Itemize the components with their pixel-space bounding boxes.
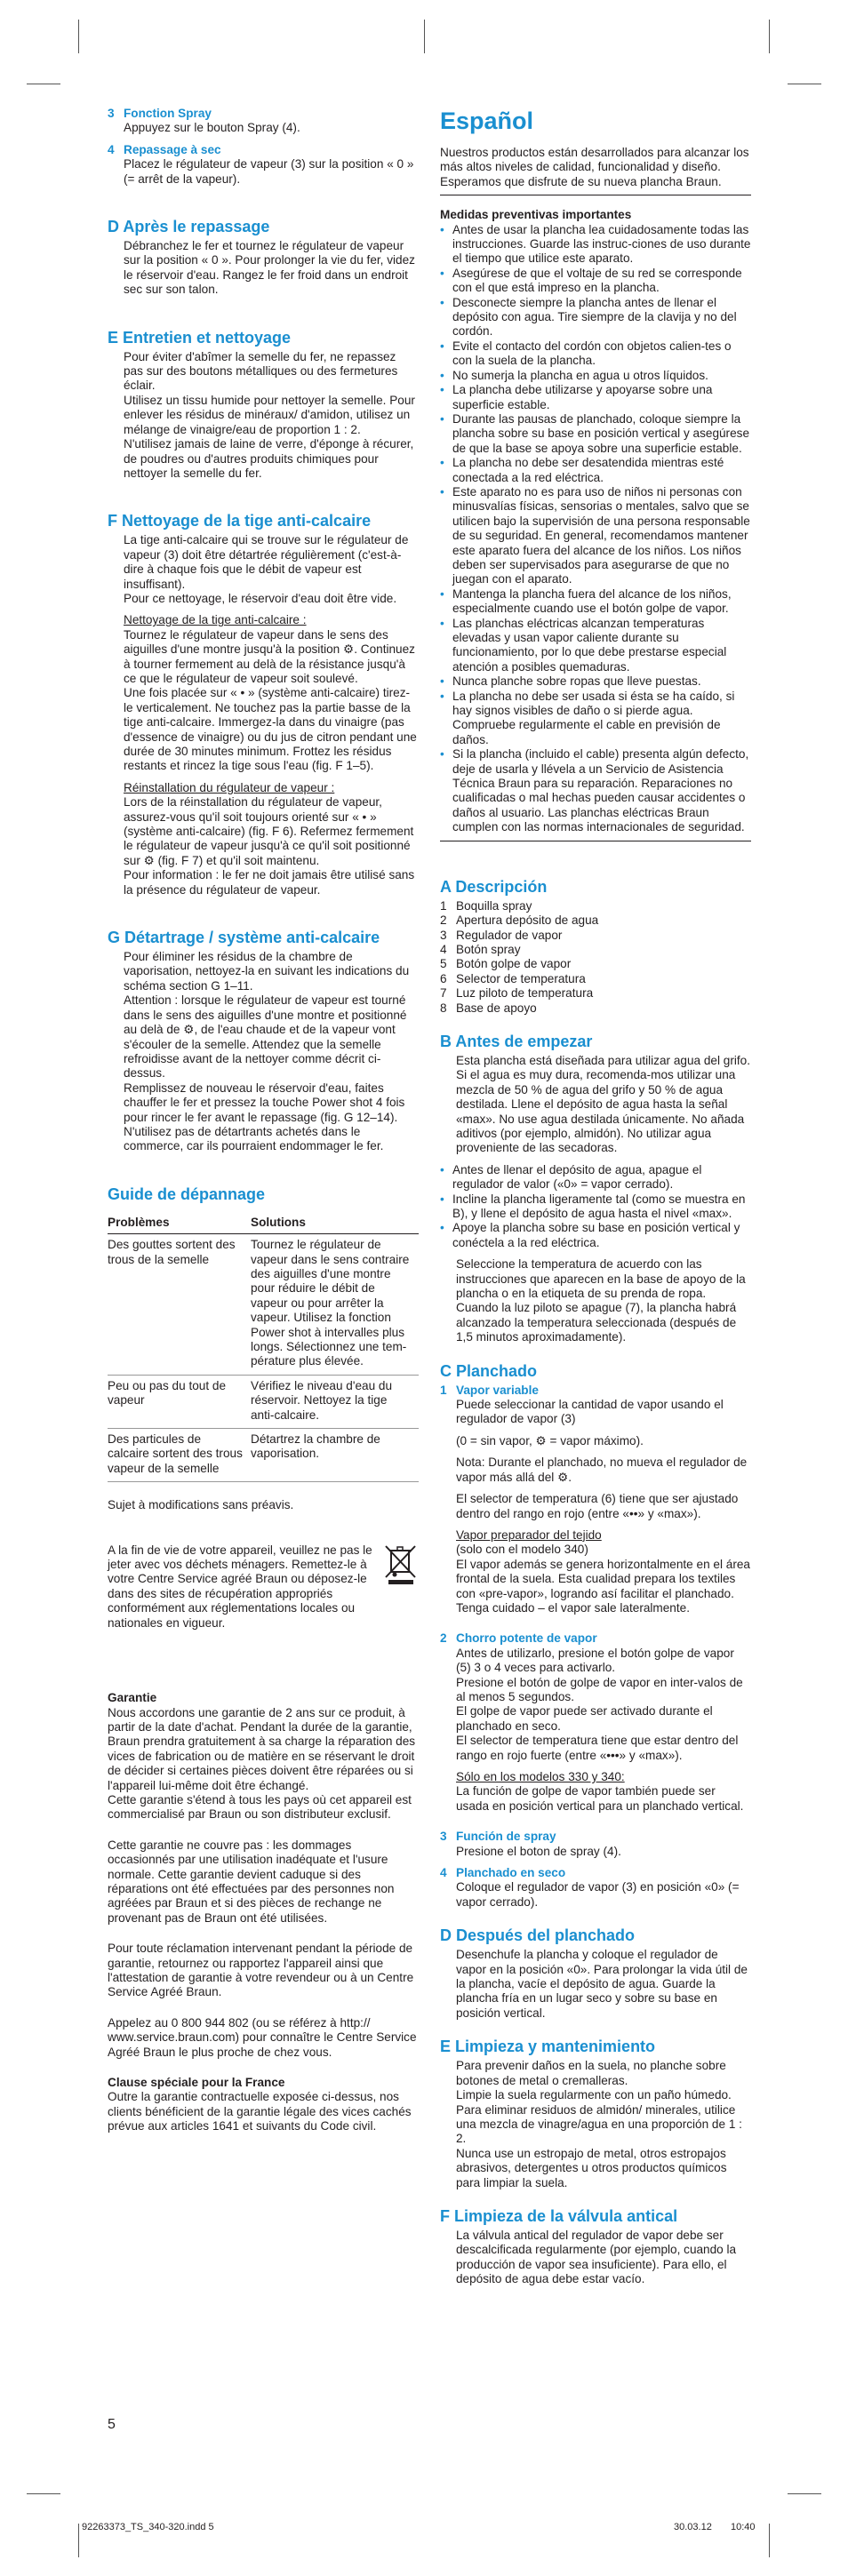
paragraph: N'utilisez pas de détartrants achetés dans le commerce, car ils pourraient endommager le fer. [124,1124,384,1153]
steam-shot-title: Chorro potente de vapor [456,1631,597,1646]
list-item: 6 Selector de temperatura [440,971,586,985]
subheading: Réinstallation du régulateur de vapeur : [124,780,335,794]
list-item: 7 Luz piloto de temperatura [440,986,594,1001]
dry-ironing-title: Planchado en seco [456,1866,566,1880]
table-cell: Des gouttes sortent des trous de la semelle [108,1234,251,1376]
section-e-title: E Entretien et nettoyage [108,328,292,347]
paragraph: Une fois placée sur « • » (système anti-calcaire) tirez-le verticalement. Ne touchez pas la partie basse de la tige anti-calcaire. Immergez-la dans du vinaigre (pas d'essence de vinaigre) ou du jus de citron pendant une durée de 30 minutes minimum. Frottez les résidus restants et rincez la tige sous l'eau (fig. F 1–5). [124,686,417,773]
table-row [108,1234,419,1376]
paragraph: Appuyez sur le bouton Spray (4). [124,121,300,135]
paragraph: Presione el botón de golpe de vapor en inter-valos de al menos 5 segundos. [456,1675,743,1703]
paragraph: Appelez au 0 800 944 802 (ou se référez à http:// www.service.braun.com) pour connaître le Centre Service Agréé Braun le plus proche de chez vous. [108,2015,417,2059]
list-item: • Durante las pausas de planchado, coloque siempre la plancha sobre su base en posición vertical y asegúrese de que la base se apoya sobre una superficie estable. [440,412,751,456]
list-item: • Evite el contacto del cordón con objetos calien-tes o con la suela de la plancha. [440,339,751,369]
dry-ironing-title: Repassage à sec [124,142,221,156]
paragraph: Cette garantie ne couvre pas : les dommages occasionnés par une utilisation inadéquate et l'usure normale. Cette garantie devient caduque si des réparations ont été effectuées par des personnes non agréées par Braun et si des pièces de rechange ne provenant pas de Braun ont été utilisées. [108,1838,395,1925]
list-item: • Incline la plancha ligeramente tal (como se muestra en B), y llene el depósito de agua hasta el nivel «max». [440,1192,751,1222]
table-cell: Des particules de calcaire sortent des trous vapeur de la semelle [108,1429,251,1482]
paragraph: Débranchez le fer et tournez le régulateur de vapeur sur la position « 0 ». Pour prolonger la vie du fer, videz le réservoir d'eau. Rangez le fer froid dans un endroit sec sur son talon. [124,239,415,297]
section-a-title: A Descripción [440,877,548,896]
paragraph: El golpe de vapor puede ser activado durante el planchado en seco. [456,1704,713,1733]
paragraph: Cette garantie s'étend à tous les pays où cet appareil est commercialisé par Braun ou son distributeur exclusif. [108,1792,412,1822]
list-item: • Desconecte siempre la plancha antes de llenar el depósito con agua. Tire siempre de la clavija y no del cordón. [440,296,751,339]
safety-title: Medidas preventivas importantes [440,208,632,222]
paragraph: Antes de utilizarlo, presione el botón golpe de vapor (5) 3 o 4 veces para activarlo. [456,1646,734,1675]
section-f-title: F Limpieza de la válvula antical [440,2206,678,2225]
variable-steam-title: Vapor variable [456,1383,539,1397]
spray-function-title: Fonction Spray [124,107,212,120]
section-heading: 4 Planchado en seco [440,1866,566,1880]
paragraph: Pour ce nettoyage, le réservoir d'eau doit être vide. [124,591,397,605]
list-item: 2 Apertura depósito de agua [440,913,599,928]
paragraph: Outre la garantie contractuelle exposée ci-dessus, nos clients bénéficient de la garantie légale des vices cachés prévue aux articles 1641 et suivants du Code civil. [108,2090,412,2133]
paragraph: Pour éviter d'abîmer la semelle du fer, ne repassez pas sur des boutons métalliques ou des fermetures éclair. [124,349,398,393]
crop-mark [424,20,425,53]
section-heading: 1 Vapor variable [440,1383,539,1397]
paragraph: Nota: Durante el planchado, no mueva el regulador de vapor más allá del ⚙. [456,1455,748,1484]
language-title: Español [440,108,534,134]
spray-function-title: Función de spray [456,1830,556,1844]
table-cell: Vérifiez le niveau d'eau du réservoir. Nettoyez la tige anti-calcaire. [251,1375,419,1428]
right-column [440,107,751,2287]
crop-mark [769,2524,770,2557]
paragraph: La función de golpe de vapor también puede ser usada en posición vertical para un planchado vertical. [456,1784,744,1813]
paragraph: El selector de temperatura tiene que estar dentro del rango en rojo fuerte (entre «•••» y «max»). [456,1734,739,1762]
table-cell: Peu ou pas du tout de vapeur [108,1375,251,1428]
list-item: 3 Regulador de vapor [440,928,563,942]
paragraph: Limpie la suela regularmente con un paño húmedo. Para eliminar residuos de almidón/ minerales, utilice una mezcla de vinagre/agua en una proporción de 1 : 2. [456,2088,742,2146]
paragraph: Remplissez de nouveau le réservoir d'eau, faites chauffer le fer et pressez la touche Power shot 4 fois pour rincer le fer avant le repassage (fig. G 12–14). [124,1081,405,1124]
list-item: • La plancha no debe ser desatendida mientras esté conectada a la red eléctrica. [440,456,751,485]
table-header: Solutions [251,1214,419,1234]
section-heading: 3 Fonction Spray [108,107,212,120]
paragraph: (solo con el modelo 340) [456,1543,588,1557]
table-row [108,1375,419,1428]
paragraph: Esta plancha está diseñada para utilizar agua del grifo. Si el agua es muy dura, recomenda-mos utilizar una mezcla de 50 % de agua del grifo y 50 % de agua destilada. Llene el depósito de agua hasta la señal «max». No use agua destilada únicamente. No añada aditivos (por ejemplo, almidón). No utilizar agua proveniente de las secadoras. [456,1053,750,1155]
section-e-title: E Limpieza y mantenimiento [440,2038,656,2056]
list-item: • Antes de usar la plancha lea cuidadosamente todas las instrucciones. Guarde las instruc-ciones de uso durante el tiempo que utilice este aparato. [440,223,751,267]
crop-mark [27,2493,60,2494]
list-item: 5 Botón golpe de vapor [440,957,572,971]
list-item: • Si la plancha (incluido el cable) presenta algún defecto, deje de usarla y llévela a un Servicio de Asistencia Técnica Braun para su reparación. Reparaciones no cualificadas o mal hechas pueden causar accidentes o daños al usuario. Las planchas eléctricas Braun cumplen con las normas internacionales de seguridad. [440,747,751,834]
footer-date: 30.03.12 [674,2522,712,2532]
paragraph: Para prevenir daños en la suela, no planche sobre botones de metal o cremalleras. [456,2059,726,2087]
paragraph: La válvula antical del regulador de vapor debe ser descalcificada regularmente (por ejemplo, cuando la producción de vapor sea insuficiente). Para ello, el depósito de agua debe estar vacío. [456,2228,737,2286]
section-b-title: B Antes de empezar [440,1032,593,1050]
crop-mark [78,2524,79,2557]
list-item: • Nunca planche sobre ropas que lleve puestas. [440,674,751,689]
crop-mark [788,2493,821,2494]
paragraph: Coloque el regulador de vapor (3) en posición «0» (= vapor cerrado). [456,1880,740,1909]
paragraph: (0 = sin vapor, ⚙ = vapor máximo). [456,1433,644,1448]
paragraph: Presione el boton de spray (4). [456,1844,621,1858]
list-item: • Las planchas eléctricas alcanzan temperaturas elevadas y usan vapor caliente durante su funcionamiento, por lo que debe prestarse especial atención a posibles quemaduras. [440,617,751,675]
paragraph: N'utilisez jamais de laine de verre, d'éponge à récurer, de poudres ou d'autres produits chimiques pour nettoyer la semelle du fer. [124,437,414,480]
paragraph: Puede seleccionar la cantidad de vapor usando el regulador de vapor (3) [456,1398,724,1426]
section-d-title: D Après le repassage [108,218,270,236]
paragraph: Pour information : le fer ne doit jamais être utilisé sans la présence du régulateur de vapeur. [124,868,415,897]
table-cell: Détartrez la chambre de vaporisation. [251,1429,419,1482]
list-item: • La plancha no debe ser usada si ésta se ha caído, si hay signos visibles de daño o si pierde agua. Compruebe regularmente el cable en previsión de daños. [440,690,751,748]
paragraph: La tige anti-calcaire qui se trouve sur le régulateur de vapeur (3) doit être détartrée régulièrement (c'est-à-dire à chaque fois que le débit de vapeur est insuffisant). [124,533,409,591]
list-item: 4 Botón spray [440,942,521,956]
list-item: 8 Base de apoyo [440,1001,537,1015]
list-item: • No sumerja la plancha en agua u otros líquidos. [440,369,751,383]
paragraph: Seleccione la temperatura de acuerdo con las instrucciones que aparecen en la base de apoyo de la plancha o en la etiqueta de su prenda de ropa. [456,1257,746,1301]
section-heading: 4 Repassage à sec [108,142,221,156]
subheading: Vapor preparador del tejido [456,1527,602,1542]
table-header: Problèmes [108,1214,251,1234]
paragraph: Pour éliminer les résidus de la chambre de vaporisation, nettoyez-la en suivant les indications du schéma section G 1–11. [124,950,410,993]
paragraph: El vapor además se genera horizontalmente en el área frontal de la suela. Esta cualidad prepara los textiles con «pre-vapor», logrando así facilitar el planchado. Tenga cuidado – el vapor sale lateralmente. [456,1557,750,1615]
list-item: • Antes de llenar el depósito de agua, apague el regulador de valor («0» = vapor cerrado). [440,1163,751,1192]
before-start-list [440,1163,751,1250]
paragraph: Nous accordons une garantie de 2 ans sur ce produit, à partir de la date d'achat. Pendant la durée de la garantie, Braun prendra gratuitement à sa charge la réparation des vices de fabrication ou de matière en se réservant le droit de décider si certaines pièces doivent être réparées ou si l'appareil lui-même doit être échangé. [108,1705,416,1792]
left-column [108,107,419,2134]
disposal-notice [108,1543,419,1631]
paragraph: Pour toute réclamation intervenant pendant la période de garantie, retournez ou rapportez l'appareil ainsi que l'attestation de garantie à votre revendeur ou à un Centre Service Agréé Braun. [108,1942,414,1999]
troubleshooting-table [108,1214,419,1483]
footer-time: 10:40 [731,2522,756,2532]
table-row [108,1429,419,1482]
notice-text: Sujet à modifications sans préavis. [108,1498,294,1512]
table-cell: Tournez le régulateur de vapeur dans le sens contraire des aiguilles d'une montre pour réduire le débit de vapeur ou pour arrêter la vapeur. Utilisez la fonction Power shot à intervalles plus longs. Sélectionnez une tem-pérature plus élevée. [251,1234,419,1376]
section-f-title: F Nettoyage de la tige anti-calcaire [108,512,372,530]
footer-filename: 92263373_TS_340-320.indd 5 [82,2522,214,2532]
guarantee-title: Garantie [108,1691,157,1705]
paragraph: Desenchufe la plancha y coloque el regulador de vapor en la posición «0». Para prolongar la vida útil de la plancha, vacíe el depósito de agua. Guarde la plancha fría en un lugar seco y sobre su base en posición vertical. [456,1948,748,2020]
paragraph: Lors de la réinstallation du régulateur de vapeur, assurez-vous qu'il soit toujours orienté sur « • » (système anti-calcaire) (fig. F 6). Refermez fermement le régulateur de vapeur jusqu'à ce qu'il soit positionné sur ⚙ (fig. F 7) et qu'il soit maintenu. [124,795,414,867]
section-heading: 2 Chorro potente de vapor [440,1631,597,1646]
crop-mark [769,20,770,53]
section-d-title: D Después del planchado [440,1926,636,1945]
paragraph: Utilisez un tissu humide pour nettoyer la semelle. Pour enlever les résidus de minéraux/ d'amidon, utilisez un mélange de vinaigre/eau de proportion 1 : 2. [124,393,415,436]
list-item: 1 Boquilla spray [440,898,532,913]
safety-list [440,223,751,835]
paragraph: Cuando la luz piloto se apague (7), la plancha habrá alcanzado la temperatura seleccionada (después de 1,5 minutos aproximadamente). [456,1301,737,1344]
paragraph: Placez le régulateur de vapeur (3) sur la position « 0 » (= arrêt de la vapeur). [124,157,414,186]
clause-title: Clause spéciale pour la France [108,2076,285,2090]
crossed-bin-icon [383,1543,419,1584]
list-item: • Este aparato no es para uso de niños ni personas con minusvalías físicas, sensorias o mentales, salvo que se utilicen bajo la supervisión de una persona responsable de su seguridad. En general, recomendamos mantener este aparato fuera del alcance de los niños. Los niños deben ser supervisados para asegurarse de que no juegan con el aparato. [440,485,751,587]
section-c-title: C Planchado [440,1361,538,1380]
list-item: • La plancha debe utilizarse y apoyarse sobre una superficie estable. [440,383,751,412]
troubleshooting-title: Guide de dépannage [108,1184,266,1203]
subheading: Nettoyage de la tige anti-calcaire : [124,613,307,627]
paragraph: Attention : lorsque le régulateur de vapeur est tourné dans le sens des aiguilles d'une montre et positionné au delà de ⚙, de l'eau chaude et de la vapeur vont s'écouler de la semelle. Attendez que la semelle refroidisse avant de la nettoyer comme décrit ci-dessus. [124,993,407,1081]
paragraph: Tournez le régulateur de vapeur dans le sens des aiguilles d'une montre jusqu'à la position ⚙. Continuez à tourner fermement au delà de la résistance jusqu'à ce que le régulateur de vapeur soit soulevé. [124,627,415,685]
paragraph: Nunca use un estropajo de metal, otros estropajos abrasivos, detergentes u otros productos químicos para limpiar la suela. [456,2146,727,2189]
parts-list [440,899,751,1016]
section-heading: 3 Función de spray [440,1830,556,1844]
list-item: • Mantenga la plancha fuera del alcance de los niños, especialmente cuando use el botón golpe de vapor. [440,587,751,617]
paragraph: A la fin de vie de votre appareil, veuillez ne pas le jeter avec vos déchets ménagers. Remettez-le à votre Centre Service agréé Braun ou déposez-le dans des sites de récupération appropriés conformément aux réglementations locales ou nationales en vigueur. [108,1543,372,1630]
section-g-title: G Détartrage / système anti-calcaire [108,929,380,947]
intro-text: Nuestros productos están desarrollados para alcanzar los más altos niveles de calidad, funcionalidad y diseño. Esperamos que disfrute de su nueva plancha Braun. [440,146,749,188]
list-item: • Asegúrese de que el voltaje de su red se corresponde con el que está impreso en la plancha. [440,267,751,296]
crop-mark [78,20,79,53]
page-number: 5 [108,2417,116,2432]
list-item: • Apoye la plancha sobre su base en posición vertical y conéctela a la red eléctrica. [440,1221,751,1250]
subheading: Sólo en los modelos 330 y 340: [456,1770,625,1783]
paragraph: El selector de temperatura (6) tiene que ser ajustado dentro del rango en rojo (entre «••» y «max»). [456,1492,739,1520]
